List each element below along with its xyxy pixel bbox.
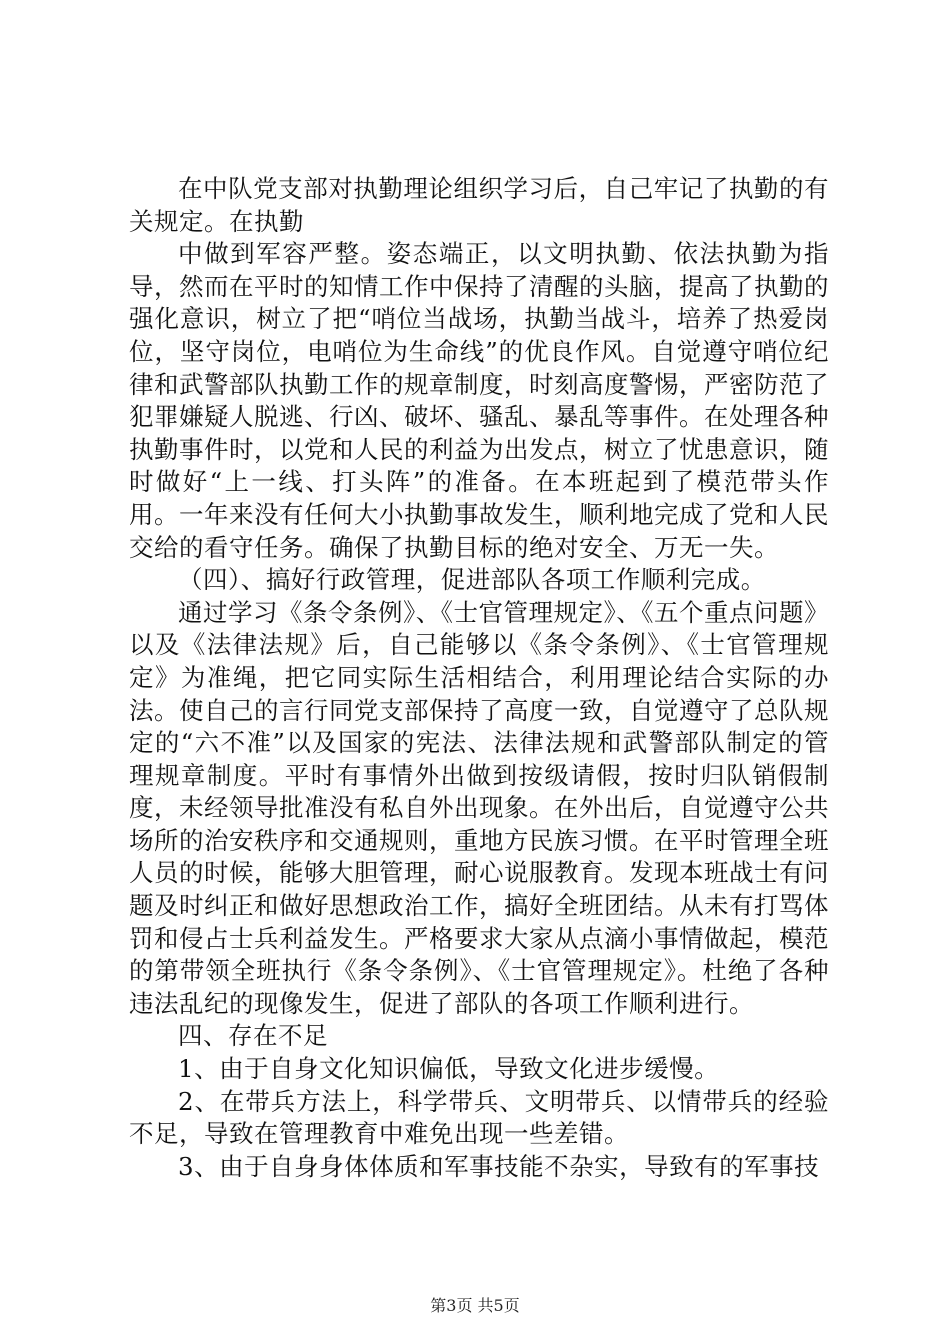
section-heading-admin: （四）、搞好行政管理，促进部队各项工作顺利完成。 (178, 565, 766, 595)
list-item-shortcoming-2: 2、在带兵方法上，科学带兵、文明带兵、以情带兵的经验不足，导致在管理教育中难免出现一些差错。 (129, 1086, 829, 1149)
document-body (129, 173, 829, 1183)
section-heading-shortcomings: 四、存在不足 (178, 1021, 328, 1051)
paragraph-admin-management: 通过学习《条令条例》、《士官管理规定》、《五个重点问题》以及《法律法规》后，自己能够以《条令条例》、《士官管理规定》为准绳，把它同实际生活相结合，利用理论结合实际的办法。使自己的言行同党支部保持了高度一致，自觉遵守了总队规定的“六不准”以及国家的宪法、法律法规和武警部队制定的管理规章制度。平时有事情外出做到按级请假，按时归队销假制度，未经领导批准没有私自外出现象。在外出后，自觉遵守公共场所的治安秩序和交通规则，重地方民族习惯。在平时管理全班人员的时候，能够大胆管理，耐心说服教育。发现本班战士有问题及时纠正和做好思想政治工作，搞好全班团结。从未有打骂体罚和侵占士兵利益发生。严格要求大家从点滴小事情做起，模范的第带领全班执行《条令条例》、《士官管理规定》。杜绝了各种违法乱纪的现像发生，促进了部队的各项工作顺利进行。 (129, 597, 829, 1018)
paragraph-duty-conduct: 中做到军容严整。姿态端正，以文明执勤、依法执勤为指导，然而在平时的知情工作中保持了清醒的头脑，提高了执勤的强化意识，树立了把“哨位当战场，执勤当战斗，培养了热爱岗位，坚守岗位，电哨位为生命线”的优良作风。自觉遵守哨位纪律和武警部队执勤工作的规章制度，时刻高度警惕，严密防范了犯罪嫌疑人脱逃、行凶、破坏、骚乱、暴乱等事件。在处理各种执勤事件时，以党和人民的利益为出发点，树立了忧患意识，随时做好“上一线、打头阵”的准备。在本班起到了模范带头作用。一年来没有任何大小执勤事故发生，顺利地完成了党和人民交给的看守任务。确保了执勤目标的绝对安全、万无一失。 (129, 239, 829, 562)
page-number-footer: 第3页 共5页 (430, 1296, 520, 1315)
paragraph-study-duty: 在中队党支部对执勤理论组织学习后，自己牢记了执勤的有关规定。在执勤 (129, 174, 829, 236)
list-item-shortcoming-3: 3、由于自身身体体质和军事技能不杂实，导致有的军事技 (178, 1151, 820, 1181)
list-item-shortcoming-1: 1、由于自身文化知识偏低，导致文化进步缓慢。 (178, 1054, 720, 1084)
